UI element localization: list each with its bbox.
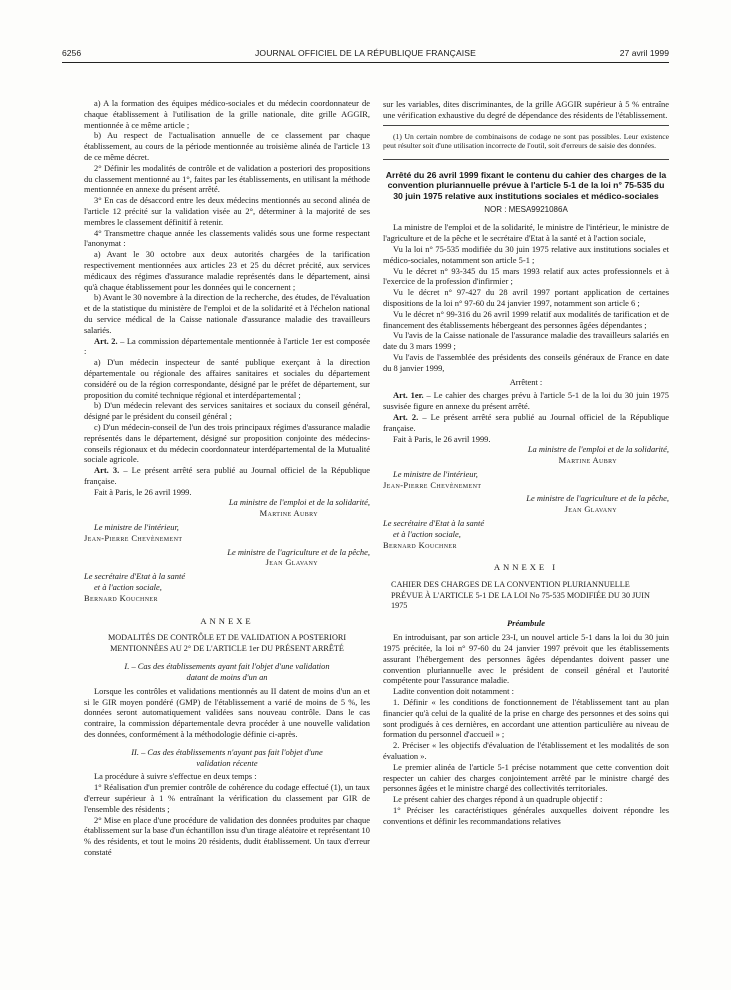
article-label: Art. 2. [94,335,118,346]
issue-date: 27 avril 1999 [619,48,669,58]
paragraph: Vu la loi n° 75-535 modifiée du 30 juin 1975 relative aux institutions sociales et médico-sociales, notamment son article 5-1 ; [383,243,669,265]
paragraph: 1. Définir « les conditions de fonctionnement de l'établissement tant au plan financier qu'à celui de la qualité de la prise en charge des personnes et des soins qui sont prodigués à ces dernières, en accordant une attention particulière au niveau de formation du personnel d'accueil » ; [383,697,669,740]
paragraph: La ministre de l'emploi et de la solidarité, le ministre de l'intérieur, le ministre de l'agriculture et de la pêche et le secrétaire d'Etat à la santé et à l'action sociale, [383,222,669,244]
paragraph: En introduisant, par son article 23-I, un nouvel article 5-1 dans la loi du 30 juin 1975 précitée, la loi n° 97-60 du 24 janvier 1997 prévoit que les établissements assurant l'hébergement des personnes âgées dépendantes doivent passer une convention pluriannuelle avec le président de conseil général et l'autorité compétente pour l'assurance maladie. [383,632,669,686]
nor-reference: NOR : MESA9921086A [484,204,568,214]
paragraph: b) Avant le 30 novembre à la direction de la recherche, des études, de l'évaluation et de la statistique du ministère de l'emploi et de la solidarité et à l'échelon national du service médical de la Caisse nationale d'assurance maladie des travailleurs salariés. [84,292,370,335]
signatory-name: Bernard Kouchner [84,592,158,603]
paragraph: sur les variables, dites discriminantes, de la grille AGGIR supérieur à 5 % entraîne une vérification exhaustive du degré de dépendance des résidents de l'établissement. [383,99,669,120]
signatory-role: Le ministre de l'intérieur, [94,522,179,533]
article-3 [84,465,370,487]
paragraph: Vu l'avis de la Caisse nationale de l'assurance maladie des travailleurs salariés en date du 3 mars 1999 ; [383,330,669,352]
signatory-name: Martine Aubry [558,455,617,466]
signatory-role: La ministre de l'emploi et de la solidarité, [527,444,669,455]
journal-title: JOURNAL OFFICIEL DE LA RÉPUBLIQUE FRANÇAISE [255,48,476,58]
signatory-role: Le ministre de l'intérieur, [393,468,478,479]
article-label: Art. 2. [393,411,419,422]
paragraph: 2° Mise en place d'une procédure de validation des données produites par chaque établissement sur la base d'un échantillon issu d'un tirage aléatoire et représentant 10 % des résidents, et tout le moins 20 résidents, dudit établissement. Un taux d'erreur constaté [84,814,370,858]
paragraph: b) Au respect de l'actualisation annuelle de ce classement par chaque établissement, au cours de la période mentionnée au troisième alinéa de l'article 13 de ce même décret. [84,130,370,162]
section-heading: I. – Cas des établissements ayant fait l'objet d'une validation datant de moins d'un an [124,661,330,683]
paragraph: 1° Réalisation d'un premier contrôle de cohérence du codage effectué (1), un taux d'erreur supérieur à 1 % entraînant la vérification du classement par GIR de l'ensemble des résidents ; [84,782,370,814]
section-heading: II. – Cas des établissements n'ayant pas fait l'objet d'une validation récente [131,746,323,768]
paragraph: Le premier alinéa de l'article 5-1 précise notamment que cette convention doit respecter un cahier des charges conjointement arrêté par le ministre chargé des personnes âgées et le ministre chargé des collectivités territoriales. [383,761,669,794]
article-text: – La commission départementale mentionnée à l'article 1er est composée : [84,335,370,357]
signatory-role: Le ministre de l'agriculture et de la pêche, [227,546,370,557]
decree-title: Arrêté du 26 avril 1999 fixant le contenu du cahier des charges de la convention pluriannuelle prévue à l'article 5-1 de la loi n° 75-535 du 30 juin 1975 relative aux institutions sociales et médico-sociales [385,169,667,201]
paragraph: 4° Transmettre chaque année les classements validés sous une forme respectant l'anonymat : [84,227,370,249]
article-label: Art. 3. [94,465,120,476]
paragraph: 2° Définir les modalités de contrôle et de validation a posteriori des propositions du classement mentionné au 1°, faites par les établissements, en utilisant la méthode mentionnée en annexe du présent arrêté. [84,162,370,195]
arretent: Arrêtent : [509,376,543,387]
paragraph: 1° Préciser les caractéristiques générales auxquelles doivent répondre les conventions et définir les recommandations relatives [383,805,669,826]
footnote: (1) Un certain nombre de combinaisons de codage ne sont pas possibles. Leur existence peut résulter soit d'une utilisation incorrecte de l'outil, soit d'erreurs de saisie des données. [383,131,669,151]
signatory-role: et à l'action sociale, [393,528,461,539]
paragraph: a) A la formation des équipes médico-sociales et du médecin coordonnateur de chaque établissement à l'utilisation de la grille nationale, dite grille AGGIR, mentionnée à ce même article ; [84,98,370,130]
paragraph: Ladite convention doit notamment : [393,686,514,697]
article-2 [84,336,370,358]
article-label: Art. 1er. [393,390,424,401]
signatory-name: Jean Glavany [564,504,617,515]
page-header [62,48,669,62]
paragraph: c) D'un médecin-conseil de l'un des trois principaux régimes d'assurance maladie représentés dans le département, désigné sur proposition conjointe des médecins-conseils régionaux et du médecin coordonnateur interdépartemental de la Mutualité sociale agricole. [84,421,370,465]
article-text: – Le présent arrêté sera publié au Journal officiel de la République française. [383,411,669,433]
annex-title: MODALITÉS DE CONTRÔLE ET DE VALIDATION A POSTERIORI MENTIONNÉES AU 2° DE L'ARTICLE 1er DU PRÉSENT ARRÊTÉ [107,633,347,653]
article-1 [383,390,669,412]
place-date: Fait à Paris, le 26 avril 1999. [393,433,491,444]
preamble-heading: Préambule [507,618,545,629]
signatory-name: Bernard Kouchner [383,539,457,550]
footnote-rule [383,125,669,126]
signatory-name: Martine Aubry [259,508,318,519]
paragraph: 2. Préciser « les objectifs d'évaluation de l'établissement et les modalités de son évaluation ». [383,740,669,762]
annex-title: CAHIER DES CHARGES DE LA CONVENTION PLURIANNUELLE PRÉVUE À L'ARTICLE 5-1 DE LA LOI No 75-535 MODIFIÉE DU 30 JUIN 1975 [391,580,650,611]
header-rule [62,62,669,63]
paragraph: Vu le décret n° 99-316 du 26 avril 1999 relatif aux modalités de tarification et de financement des établissements hébergeant des personnes âgées dépendantes ; [383,308,669,330]
paragraph: Lorsque les contrôles et validations mentionnés au II datent de moins d'un an et si le GIR moyen pondéré (GMP) de l'établissement a varié de moins de 5 %, les données seront automatiquement validées sans nouveau contrôle. Dans le cas contraire, la commission départementale devra procéder à une nouvelle validation des données, conformément à la méthodologie définie ci-après. [84,685,370,740]
paragraph: Vu l'avis de l'assemblée des présidents des conseils généraux de France en date du 8 janvier 1999, [383,351,669,373]
paragraph: Vu le décret n° 97-427 du 28 avril 1997 portant application de certaines dispositions de la loi n° 97-60 du 24 janvier 1997, notamment son article 6 ; [383,287,669,308]
left-column [84,98,370,858]
paragraph: Le présent cahier des charges répond à un quadruple objectif : [393,794,603,805]
signatory-name: Jean-Pierre Chevènement [383,479,482,490]
paragraph: a) Avant le 30 octobre aux deux autorités chargées de la tarification respectivement mentionnées aux articles 23 et 25 du décret précité, aux services médicaux des régimes d'assurance maladie représentés dans le département, ainsi qu'à chaque établissement pour les données qui le concernent ; [84,249,370,292]
page-number: 6256 [62,48,82,58]
signatory-role: et à l'action sociale, [94,582,162,593]
place-date: Fait à Paris, le 26 avril 1999. [94,486,192,497]
signatory-name: Jean Glavany [265,557,318,568]
paragraph: Vu le décret n° 93-345 du 15 mars 1993 relatif aux actes professionnels et à l'exercice de la profession d'infirmier ; [383,265,669,287]
annex-heading: ANNEXE [200,615,254,626]
signatory-name: Jean-Pierre Chevènement [84,532,183,543]
signatory-role: Le ministre de l'agriculture et de la pêche, [526,493,669,504]
signatory-role: La ministre de l'emploi et de la solidarité, [228,497,370,508]
signatory-role: Le secrétaire d'Etat à la santé [383,518,485,529]
paragraph: 3° En cas de désaccord entre les deux médecins mentionnés au second alinéa de l'article 12 précité sur la validation visée au 2°, déterminer à la majorité de ses membres le classement définitif à retenir. [84,195,370,227]
signatory-role: Le secrétaire d'Etat à la santé [84,571,186,582]
paragraph: b) D'un médecin relevant des services sanitaires et sociaux du conseil général, désigné par le président du conseil général ; [84,400,370,422]
annex-heading: ANNEXE I [493,562,559,573]
section-separator [383,159,669,160]
article-2 [383,412,669,434]
right-column [383,99,669,827]
article-text: – Le présent arrêté sera publié au Journal officiel de la République française. [84,465,370,486]
paragraph: La procédure à suivre s'effectue en deux temps : [94,771,257,782]
paragraph: a) D'un médecin inspecteur de santé publique exerçant à la direction départementale ou régionale des affaires sanitaires et sociales du département considéré ou de la région correspondante, désigné par le préfet de département, sur proposition du comité technique régional et interdépartemental ; [84,357,370,400]
article-text: – Le cahier des charges prévu à l'article 5-1 de la loi du 30 juin 1975 susvisée figure en annexe du présent arrêté. [383,390,669,412]
